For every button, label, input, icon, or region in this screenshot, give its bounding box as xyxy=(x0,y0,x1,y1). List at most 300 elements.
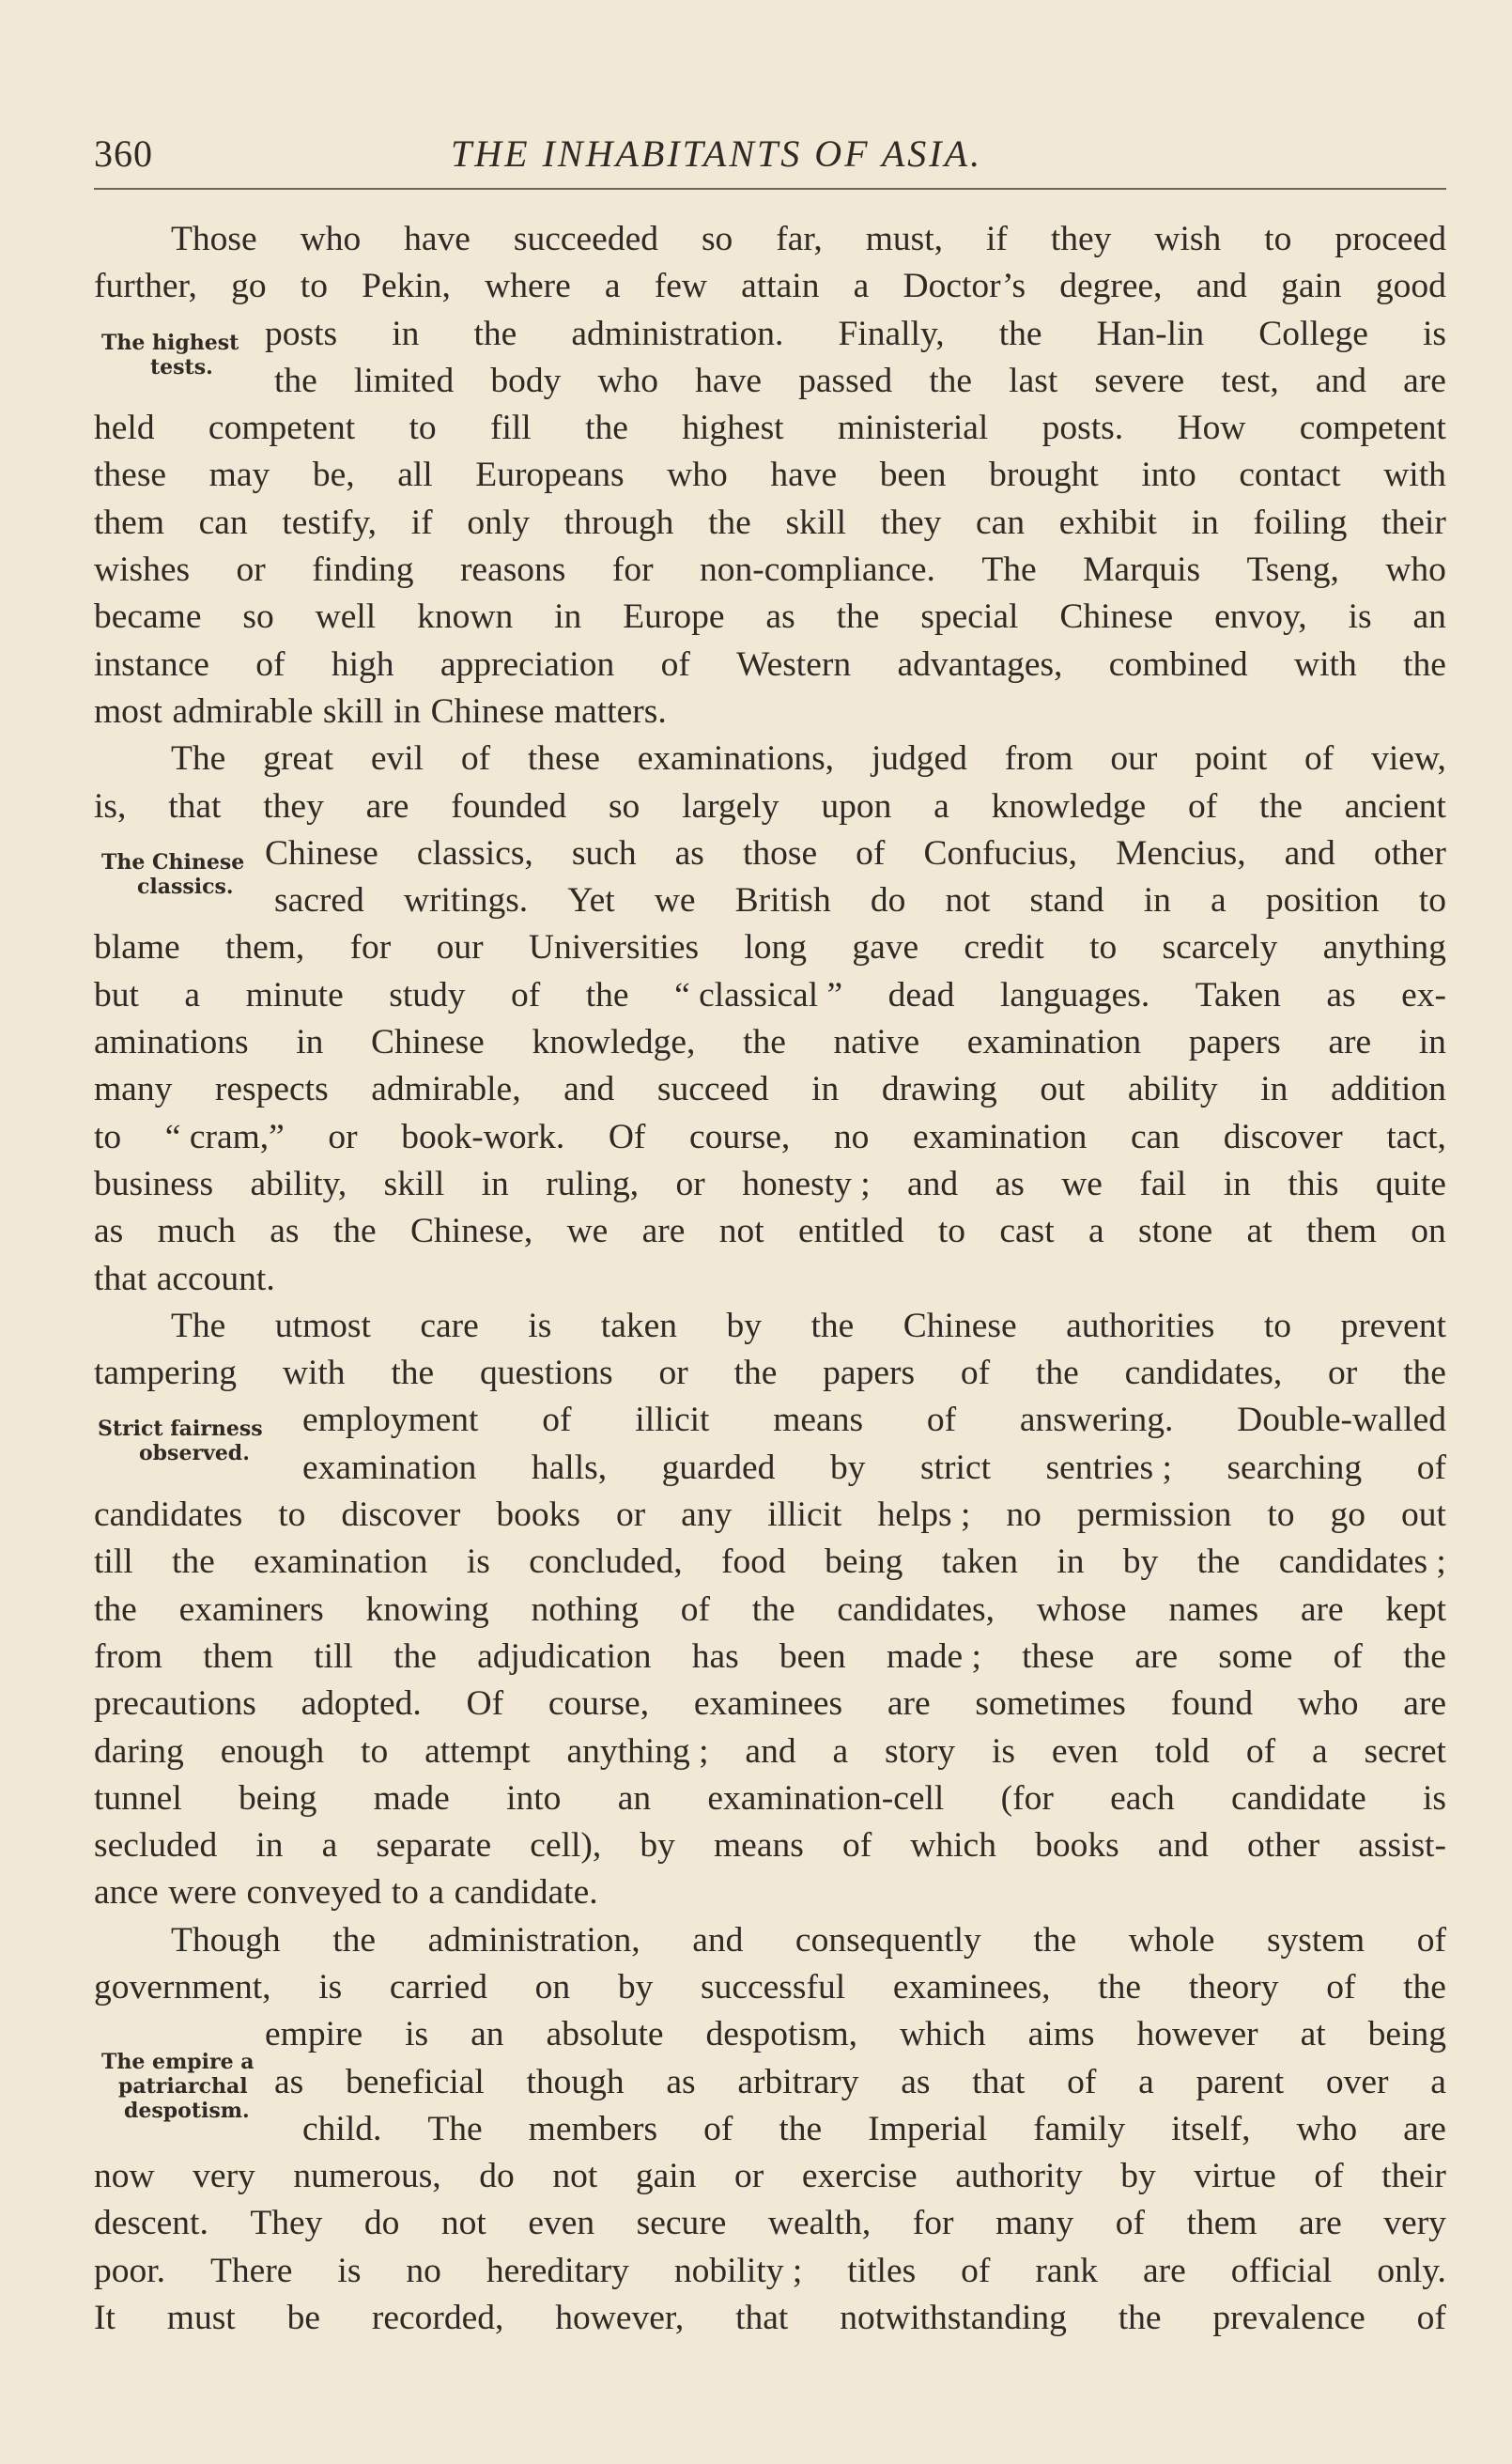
word: illicit xyxy=(767,1495,842,1535)
word: a xyxy=(1138,2062,1154,2101)
word: papers xyxy=(823,1354,916,1393)
word: brought xyxy=(989,456,1099,495)
word: anything xyxy=(1322,928,1446,968)
word: skill xyxy=(322,691,384,731)
word: Europe xyxy=(623,597,725,637)
word: candidate. xyxy=(454,1873,598,1913)
word: told xyxy=(1154,1731,1210,1771)
word: of xyxy=(1314,2157,1344,2196)
word: to xyxy=(1418,881,1446,921)
word: if xyxy=(410,503,433,542)
word: limited xyxy=(353,361,455,400)
word: successful xyxy=(701,1967,846,2007)
word: into xyxy=(1141,456,1196,495)
word: in xyxy=(1223,1164,1251,1203)
word: Mencius, xyxy=(1116,833,1246,873)
word: classics, xyxy=(416,833,533,873)
text-line xyxy=(94,1445,1446,1492)
word: by xyxy=(1120,2157,1156,2196)
word: absolute xyxy=(546,2015,664,2054)
text-line xyxy=(94,500,1446,547)
word: ability xyxy=(1127,1070,1218,1109)
word: on xyxy=(1411,1212,1446,1251)
word: food xyxy=(721,1542,786,1582)
word: aims xyxy=(1027,2015,1095,2054)
word: of xyxy=(703,2109,733,2148)
word: them xyxy=(1305,1212,1377,1251)
word: as xyxy=(666,2062,696,2101)
word: exercise xyxy=(801,2157,918,2196)
word: who xyxy=(597,361,659,400)
word: assist- xyxy=(1358,1826,1446,1866)
word: business xyxy=(94,1164,214,1203)
word: of xyxy=(856,833,886,873)
word: in xyxy=(1418,1023,1446,1062)
word: examination-cell xyxy=(707,1778,945,1818)
word: to xyxy=(300,267,328,306)
word: as xyxy=(94,1212,124,1251)
word: good xyxy=(1375,267,1446,306)
word: of xyxy=(1333,1636,1363,1676)
word: the xyxy=(391,1354,435,1393)
word: nobility ; xyxy=(673,2251,803,2290)
word: course, xyxy=(548,1684,650,1724)
word: virtue xyxy=(1194,2157,1276,2196)
word: and xyxy=(907,1164,959,1203)
word: Those xyxy=(171,220,257,258)
word: prevalence xyxy=(1212,2299,1365,2338)
word: of xyxy=(1245,1731,1276,1771)
text-line xyxy=(94,2248,1446,2295)
word: is xyxy=(991,1731,1015,1771)
word: authorities xyxy=(1066,1306,1215,1345)
word: stone xyxy=(1138,1212,1213,1251)
word: papers xyxy=(1188,1023,1281,1062)
word: It xyxy=(94,2299,116,2338)
word: have xyxy=(695,361,762,400)
word: despotism, xyxy=(705,2015,857,2054)
word: special xyxy=(920,597,1019,637)
word: honesty ; xyxy=(742,1164,871,1203)
word: held xyxy=(94,409,155,448)
word: Western xyxy=(736,644,852,684)
word: we xyxy=(654,881,696,921)
word: being xyxy=(825,1542,903,1582)
word: books xyxy=(1035,1826,1119,1866)
margin-note-line: despotism. xyxy=(124,2099,250,2123)
word: daring xyxy=(94,1731,184,1771)
word: though xyxy=(526,2062,625,2101)
word: conveyed xyxy=(246,1873,382,1913)
word: so xyxy=(608,786,640,826)
word: Universities xyxy=(528,928,700,968)
word: whose xyxy=(1036,1589,1127,1629)
word: no xyxy=(1006,1495,1041,1535)
word: child. xyxy=(302,2109,382,2148)
word: ministerial xyxy=(837,409,989,448)
word: for xyxy=(611,550,654,590)
word: who xyxy=(1297,1684,1359,1724)
word: on xyxy=(534,1967,571,2007)
word: for xyxy=(349,928,392,968)
word: are xyxy=(1134,1636,1179,1676)
word: blame xyxy=(94,928,180,968)
word: being xyxy=(239,1778,317,1818)
word: precautions xyxy=(94,1684,256,1724)
word: in xyxy=(811,1070,840,1109)
word: tunnel xyxy=(94,1778,182,1818)
word: of xyxy=(926,1401,957,1440)
word: writings. xyxy=(403,881,529,921)
margin-note-line: classics. xyxy=(137,875,234,899)
word: numerous, xyxy=(293,2157,441,2196)
margin-note-line: observed. xyxy=(139,1441,250,1465)
word: however, xyxy=(555,2299,685,2338)
page-number: 360 xyxy=(94,132,153,175)
word: do xyxy=(479,2157,515,2196)
word: Chinese xyxy=(903,1306,1017,1345)
word: authority xyxy=(955,2157,1083,2196)
word: recorded, xyxy=(371,2299,504,2338)
word: are xyxy=(1143,2251,1186,2290)
word: searching xyxy=(1227,1448,1363,1487)
word: them xyxy=(94,503,164,542)
word: passed xyxy=(798,361,893,400)
word: them xyxy=(203,1636,274,1676)
word: by xyxy=(1122,1542,1159,1582)
word: of xyxy=(1416,2299,1446,2338)
word: the xyxy=(708,503,751,542)
word: the xyxy=(810,1306,855,1345)
word: There xyxy=(210,2251,293,2290)
word: of xyxy=(1304,739,1335,779)
word: out xyxy=(1400,1495,1446,1535)
word: answering. xyxy=(1019,1401,1174,1440)
word: test, xyxy=(1221,361,1279,400)
word: reasons xyxy=(459,550,566,590)
word: can xyxy=(198,503,248,542)
word: the xyxy=(1259,786,1303,826)
word: foiling xyxy=(1253,503,1348,542)
word: to xyxy=(1263,1306,1292,1345)
word: they xyxy=(263,786,324,826)
word: care xyxy=(420,1306,479,1345)
word: of xyxy=(841,1826,872,1866)
word: must xyxy=(166,2299,236,2338)
word: taken xyxy=(941,1542,1018,1582)
word: combined xyxy=(1108,644,1248,684)
word: the xyxy=(1118,2299,1162,2338)
text-line xyxy=(94,1634,1446,1681)
word: and xyxy=(692,1920,744,1960)
word: as xyxy=(270,1212,300,1251)
word: an xyxy=(617,1778,652,1818)
word: Yet xyxy=(567,881,615,921)
word: are xyxy=(1300,1589,1344,1629)
text-line xyxy=(94,594,1446,641)
word: even xyxy=(528,2204,595,2243)
word: How xyxy=(1177,409,1246,448)
word: questions xyxy=(479,1354,613,1393)
word: by xyxy=(726,1306,762,1345)
word: “ classical ” xyxy=(674,975,843,1015)
word: we xyxy=(1061,1164,1103,1203)
word: out xyxy=(1040,1070,1086,1109)
word: notwithstanding xyxy=(840,2299,1067,2338)
word: the xyxy=(779,2109,823,2148)
word: no xyxy=(406,2251,441,2290)
word: highest xyxy=(682,409,784,448)
word: are xyxy=(1328,1023,1372,1062)
word: theory xyxy=(1188,1967,1279,2007)
word: attain xyxy=(741,267,820,306)
word: government, xyxy=(94,1967,271,2007)
word: an xyxy=(1412,597,1446,637)
word: They xyxy=(250,2204,323,2243)
word: knowledge, xyxy=(532,1023,696,1062)
word: till xyxy=(94,1542,133,1582)
word: those xyxy=(742,833,818,873)
word: adopted. xyxy=(301,1684,422,1724)
word: taken xyxy=(600,1306,678,1345)
word: prevent xyxy=(1340,1306,1446,1345)
word: so xyxy=(701,220,733,258)
word: sometimes xyxy=(975,1684,1126,1724)
word: in xyxy=(393,691,422,731)
word: advantages, xyxy=(897,644,1063,684)
word: the xyxy=(929,361,973,400)
word: this xyxy=(1288,1164,1339,1203)
word: go xyxy=(231,267,267,306)
word: ancient xyxy=(1344,786,1446,826)
word: a xyxy=(933,786,949,826)
word: appreciation xyxy=(440,644,615,684)
word: to xyxy=(391,1873,419,1913)
word: knowledge xyxy=(991,786,1147,826)
text-line xyxy=(94,1822,1446,1869)
word: has xyxy=(691,1636,739,1676)
text-line xyxy=(94,736,1446,783)
word: became xyxy=(94,597,202,637)
word: minute xyxy=(245,975,344,1015)
text-line xyxy=(94,1019,1446,1066)
word: are xyxy=(1403,2109,1446,2148)
word: a xyxy=(832,1731,849,1771)
word: book-work. xyxy=(401,1117,565,1156)
word: entitled xyxy=(798,1212,904,1251)
word: story xyxy=(885,1731,956,1771)
word: all xyxy=(397,456,433,495)
word: can xyxy=(976,503,1026,542)
word: however xyxy=(1136,2015,1258,2054)
word: the xyxy=(733,1354,778,1393)
word: to xyxy=(278,1495,306,1535)
word: the xyxy=(998,314,1042,353)
word: the xyxy=(1033,1920,1077,1960)
word: only xyxy=(467,503,530,542)
text-line xyxy=(94,1303,1446,1350)
word: not xyxy=(718,1212,764,1251)
word: gain xyxy=(635,2157,697,2196)
word: a xyxy=(1430,2062,1446,2101)
text-line xyxy=(94,1681,1446,1728)
word: of xyxy=(1115,2204,1146,2243)
word: the xyxy=(1098,1967,1141,2007)
word: of xyxy=(542,1401,572,1440)
word: only. xyxy=(1377,2251,1446,2290)
word: judged xyxy=(871,739,967,779)
word: native xyxy=(833,1023,920,1062)
word: names xyxy=(1168,1589,1259,1629)
word: they xyxy=(1050,220,1112,258)
word: were xyxy=(168,1873,238,1913)
word: is xyxy=(405,2015,429,2054)
word: any xyxy=(681,1495,733,1535)
text-line xyxy=(94,1869,1446,1916)
word: in xyxy=(1143,881,1171,921)
word: descent. xyxy=(94,2204,208,2243)
word: or xyxy=(675,1164,705,1203)
text-line xyxy=(94,405,1446,452)
word: these xyxy=(1022,1636,1095,1676)
word: beneficial xyxy=(345,2062,485,2101)
margin-note-line: Strict fairness xyxy=(98,1417,263,1441)
word: quite xyxy=(1375,1164,1446,1203)
word: these xyxy=(94,456,167,495)
word: a xyxy=(604,267,621,306)
word: and xyxy=(745,1731,796,1771)
word: them xyxy=(1186,2204,1257,2243)
word: the xyxy=(743,1023,786,1062)
word: a xyxy=(1088,1212,1104,1251)
text-line xyxy=(94,1728,1446,1775)
word: with xyxy=(282,1354,346,1393)
word: must, xyxy=(865,220,943,258)
word: a xyxy=(428,1873,445,1913)
word: skill xyxy=(383,1164,445,1203)
word: of xyxy=(255,644,285,684)
word: body xyxy=(490,361,562,400)
text-line xyxy=(94,877,1446,924)
word: account. xyxy=(156,1259,275,1298)
word: a xyxy=(1211,881,1227,921)
word: very xyxy=(1383,2204,1446,2243)
word: their xyxy=(1381,2157,1446,2196)
word: may xyxy=(208,456,270,495)
word: wish xyxy=(1154,220,1222,258)
text-line xyxy=(94,452,1446,499)
word: do xyxy=(870,881,906,921)
word: each xyxy=(1110,1778,1175,1818)
word: hereditary xyxy=(486,2251,629,2290)
word: is, xyxy=(94,786,127,826)
word: anything ; xyxy=(566,1731,709,1771)
word: discover xyxy=(341,1495,461,1535)
word: as xyxy=(274,2062,304,2101)
word: made xyxy=(373,1778,450,1818)
word: ance xyxy=(94,1873,159,1913)
word: family xyxy=(1033,2109,1126,2148)
word: Taken xyxy=(1195,975,1281,1015)
word: competent xyxy=(1299,409,1446,448)
word: The xyxy=(171,739,226,779)
word: admirable, xyxy=(371,1070,521,1109)
word: by xyxy=(617,1967,654,2007)
word: other xyxy=(1247,1826,1320,1866)
word: envoy, xyxy=(1214,597,1307,637)
word: gain xyxy=(1281,267,1342,306)
word: Chinese xyxy=(430,691,545,731)
word: in xyxy=(296,1023,324,1062)
word: guarded xyxy=(661,1448,776,1487)
word: tact, xyxy=(1386,1117,1446,1156)
word: Tseng, xyxy=(1246,550,1339,590)
word: severe xyxy=(1094,361,1185,400)
word: strict xyxy=(920,1448,992,1487)
word: of xyxy=(680,1589,711,1629)
word: with xyxy=(1383,456,1446,495)
word: posts. xyxy=(1041,409,1124,448)
word: Though xyxy=(171,1920,281,1960)
word: Han-lin xyxy=(1096,314,1205,353)
word: well xyxy=(315,597,377,637)
word: through xyxy=(563,503,674,542)
word: permission xyxy=(1076,1495,1232,1535)
word: which xyxy=(910,1826,996,1866)
word: evil xyxy=(370,739,424,779)
word: is xyxy=(528,1306,552,1345)
word: these xyxy=(527,739,600,779)
word: being xyxy=(1367,2015,1446,2054)
text-line xyxy=(94,1161,1446,1208)
word: their xyxy=(1381,503,1446,542)
text-line xyxy=(94,358,1446,405)
word: have xyxy=(404,220,471,258)
word: adjudication xyxy=(477,1636,652,1676)
word: great xyxy=(263,739,334,779)
word: be, xyxy=(312,456,355,495)
running-head: THE INHABITANTS OF ASIA. xyxy=(451,132,983,175)
word: a xyxy=(184,975,201,1015)
word: by xyxy=(829,1448,866,1487)
word: other xyxy=(1373,833,1446,873)
word: aminations xyxy=(94,1023,249,1062)
word: last xyxy=(1009,361,1058,400)
word: ex- xyxy=(1401,975,1446,1015)
word: discover xyxy=(1223,1117,1343,1156)
word: The xyxy=(981,550,1037,590)
word: few xyxy=(654,267,707,306)
word: credit xyxy=(964,928,1044,968)
word: cast xyxy=(999,1212,1055,1251)
word: made ; xyxy=(886,1636,981,1676)
text-line xyxy=(94,2153,1446,2200)
word: dead xyxy=(887,975,955,1015)
word: secure xyxy=(636,2204,727,2243)
word: in xyxy=(481,1164,509,1203)
word: go xyxy=(1330,1495,1366,1535)
word: our xyxy=(1110,739,1158,779)
word: in xyxy=(255,1826,284,1866)
word: in xyxy=(554,597,582,637)
word: sentries ; xyxy=(1045,1448,1172,1487)
word: means xyxy=(714,1826,804,1866)
word: the xyxy=(94,1589,137,1629)
text-line xyxy=(94,1397,1446,1444)
word: and xyxy=(1157,1826,1209,1866)
word: they xyxy=(880,503,942,542)
word: are xyxy=(1299,2204,1342,2243)
